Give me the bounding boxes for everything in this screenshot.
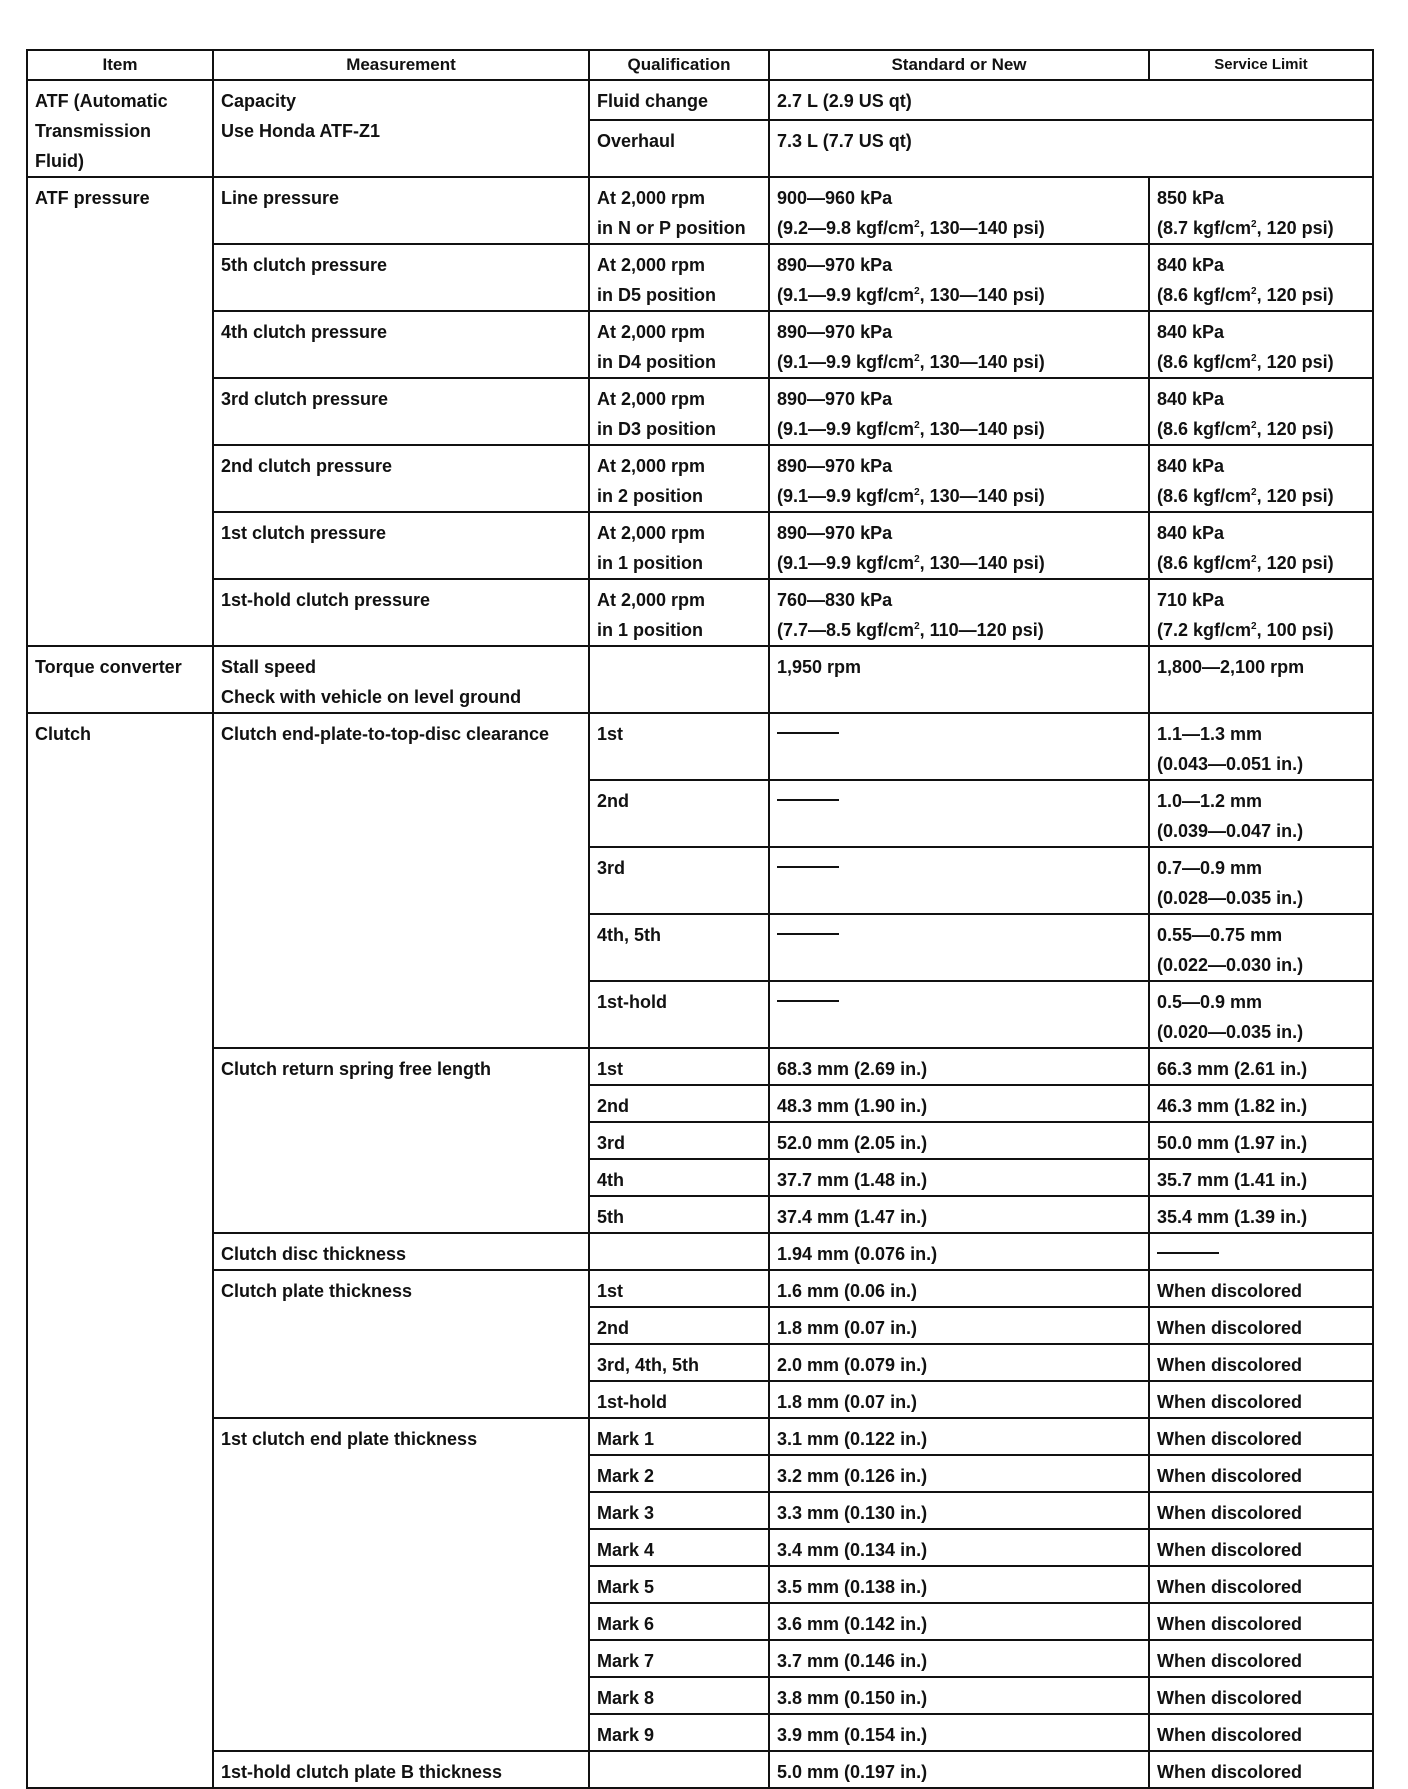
qualification-cell: Mark 6	[589, 1603, 769, 1640]
service-limit-cell: When discolored	[1149, 1418, 1373, 1455]
service-limit-cell: When discolored	[1149, 1566, 1373, 1603]
standard-line: 890—970 kPa	[777, 389, 893, 409]
qualification-line: in D5 position	[597, 285, 716, 305]
qualification-cell	[589, 646, 769, 713]
superscript-2: 2	[914, 286, 920, 297]
service-limit-cell: 35.7 mm (1.41 in.)	[1149, 1159, 1373, 1196]
standard-cell: 1.8 mm (0.07 in.)	[769, 1307, 1149, 1344]
qualification-cell: Mark 5	[589, 1566, 769, 1603]
measurement-cell	[213, 646, 589, 713]
header-row	[27, 50, 1373, 80]
service-limit-line: (8.6 kgf/cm	[1157, 285, 1252, 305]
service-limit-line: , 120 psi)	[1256, 553, 1334, 573]
standard-cell: 68.3 mm (2.69 in.)	[769, 1048, 1149, 1085]
standard-cell: 3.9 mm (0.154 in.)	[769, 1714, 1149, 1751]
service-limit-cell: 46.3 mm (1.82 in.)	[1149, 1085, 1373, 1122]
service-limit-cell: When discolored	[1149, 1270, 1373, 1307]
standard-cell: 1,950 rpm	[769, 646, 1149, 713]
qualification-cell	[589, 579, 769, 646]
standard-line: (9.1—9.9 kgf/cm	[777, 352, 915, 372]
measurement-cell: 1st-hold clutch pressure	[213, 579, 589, 646]
standard-cell: 52.0 mm (2.05 in.)	[769, 1122, 1149, 1159]
qualification-line: At 2,000 rpm	[597, 322, 706, 342]
measurement-cell: 1st clutch pressure	[213, 512, 589, 579]
service-limit-cell	[1149, 512, 1373, 579]
qualification-line: in 1 position	[597, 620, 703, 640]
dash-mark	[777, 799, 839, 801]
table-row	[27, 378, 1373, 445]
qualification-cell: 1st	[589, 713, 769, 780]
service-limit-cell: When discolored	[1149, 1677, 1373, 1714]
measurement-cell: Clutch end-plate-to-top-disc clearance	[213, 713, 589, 1048]
standard-line: , 130—140 psi)	[919, 352, 1045, 372]
qualification-cell	[589, 177, 769, 244]
standard-cell	[769, 378, 1149, 445]
qualification-cell	[589, 244, 769, 311]
standard-cell	[769, 713, 1149, 780]
standard-cell: 3.1 mm (0.122 in.)	[769, 1418, 1149, 1455]
table-row	[27, 80, 1373, 120]
standard-line: 890—970 kPa	[777, 523, 893, 543]
service-limit-line: (8.6 kgf/cm	[1157, 486, 1252, 506]
service-limit-line: 840 kPa	[1157, 523, 1225, 543]
service-limit-cell: When discolored	[1149, 1640, 1373, 1677]
superscript-2: 2	[914, 219, 920, 230]
service-limit-line: 840 kPa	[1157, 389, 1225, 409]
service-limit-line: (0.039—0.047 in.)	[1157, 821, 1304, 841]
table-row	[27, 445, 1373, 512]
qualification-line: At 2,000 rpm	[597, 389, 706, 409]
standard-line: , 110—120 psi)	[919, 620, 1044, 640]
superscript-2: 2	[1251, 554, 1257, 565]
qualification-line: At 2,000 rpm	[597, 523, 706, 543]
service-limit-cell	[1149, 847, 1373, 914]
qualification-line: At 2,000 rpm	[597, 188, 706, 208]
dash-mark	[777, 732, 839, 734]
qualification-cell: 4th, 5th	[589, 914, 769, 981]
service-limit-cell: When discolored	[1149, 1344, 1373, 1381]
standard-cell	[769, 311, 1149, 378]
service-limit-line: , 120 psi)	[1256, 486, 1334, 506]
standard-line: , 130—140 psi)	[919, 486, 1045, 506]
standard-line: 890—970 kPa	[777, 255, 893, 275]
superscript-2: 2	[1251, 621, 1257, 632]
clutch-section	[27, 713, 1373, 1788]
table-row	[27, 1418, 1373, 1455]
qualification-line: in D4 position	[597, 352, 716, 372]
service-limit-cell	[1149, 244, 1373, 311]
standard-line: , 130—140 psi)	[919, 285, 1045, 305]
qualification-cell: Mark 8	[589, 1677, 769, 1714]
standard-cell	[769, 244, 1149, 311]
service-limit-cell	[1149, 780, 1373, 847]
standard-cell: 3.4 mm (0.134 in.)	[769, 1529, 1149, 1566]
measurement-cell: 1st clutch end plate thickness	[213, 1418, 589, 1751]
service-limit-line: (8.7 kgf/cm	[1157, 218, 1252, 238]
service-limit-line: , 100 psi)	[1256, 620, 1334, 640]
header-standard: Standard or New	[769, 50, 1149, 80]
service-limit-line: (0.028—0.035 in.)	[1157, 888, 1304, 908]
measurement-cell: Clutch disc thickness	[213, 1233, 589, 1270]
standard-cell: 3.3 mm (0.130 in.)	[769, 1492, 1149, 1529]
item-cell: Clutch	[27, 713, 213, 1788]
service-limit-line: 0.7—0.9 mm	[1157, 858, 1263, 878]
service-limit-cell: When discolored	[1149, 1455, 1373, 1492]
superscript-2: 2	[914, 353, 920, 364]
standard-line: (9.1—9.9 kgf/cm	[777, 553, 915, 573]
qualification-line: in D3 position	[597, 419, 716, 439]
standard-line: (9.1—9.9 kgf/cm	[777, 486, 915, 506]
qualification-line: At 2,000 rpm	[597, 255, 706, 275]
measurement-cell: 5th clutch pressure	[213, 244, 589, 311]
standard-cell: 2.7 L (2.9 US qt)	[769, 80, 1373, 120]
standard-cell: 3.7 mm (0.146 in.)	[769, 1640, 1149, 1677]
measurement-cell: 1st-hold clutch plate B thickness	[213, 1751, 589, 1788]
standard-cell: 3.8 mm (0.150 in.)	[769, 1677, 1149, 1714]
table-row	[27, 1048, 1373, 1085]
measurement-cell: Clutch return spring free length	[213, 1048, 589, 1233]
item-cell: ATF pressure	[27, 177, 213, 646]
standard-cell	[769, 512, 1149, 579]
dash-mark	[777, 866, 839, 868]
service-limit-line: , 120 psi)	[1256, 218, 1334, 238]
qualification-cell	[589, 311, 769, 378]
qualification-cell: 1st-hold	[589, 981, 769, 1048]
table-row	[27, 177, 1373, 244]
standard-line: 900—960 kPa	[777, 188, 893, 208]
qualification-cell: 1st	[589, 1270, 769, 1307]
qualification-line: At 2,000 rpm	[597, 456, 706, 476]
qualification-line: in 2 position	[597, 486, 703, 506]
superscript-2: 2	[914, 487, 920, 498]
item-cell	[27, 80, 213, 177]
superscript-2: 2	[914, 420, 920, 431]
service-limit-cell: When discolored	[1149, 1714, 1373, 1751]
item-cell: Torque converter	[27, 646, 213, 713]
measurement-cell: 2nd clutch pressure	[213, 445, 589, 512]
specification-table	[26, 49, 1374, 1789]
qualification-cell: Mark 1	[589, 1418, 769, 1455]
header-qualification: Qualification	[589, 50, 769, 80]
qualification-cell	[589, 1233, 769, 1270]
service-limit-line: 840 kPa	[1157, 456, 1225, 476]
service-limit-cell: 1,800—2,100 rpm	[1149, 646, 1373, 713]
superscript-2: 2	[914, 554, 920, 565]
measurement-label: Stall speed Check with vehicle on level ground	[221, 657, 522, 707]
qualification-line: in N or P position	[597, 218, 746, 238]
service-limit-line: 1.1—1.3 mm	[1157, 724, 1263, 744]
header-item: Item	[27, 50, 213, 80]
qualification-cell: 2nd	[589, 780, 769, 847]
service-limit-cell	[1149, 445, 1373, 512]
service-limit-line: (8.6 kgf/cm	[1157, 553, 1252, 573]
standard-cell: 1.94 mm (0.076 in.)	[769, 1233, 1149, 1270]
standard-line: , 130—140 psi)	[919, 553, 1045, 573]
standard-cell	[769, 914, 1149, 981]
standard-cell	[769, 981, 1149, 1048]
service-limit-cell	[1149, 311, 1373, 378]
service-limit-cell: When discolored	[1149, 1603, 1373, 1640]
standard-cell: 37.7 mm (1.48 in.)	[769, 1159, 1149, 1196]
standard-line: (9.1—9.9 kgf/cm	[777, 285, 915, 305]
service-limit-line: (7.2 kgf/cm	[1157, 620, 1252, 640]
measurement-label: Capacity Use Honda ATF-Z1	[221, 91, 381, 141]
item-label: ATF (Automatic Transmission Fluid)	[35, 91, 168, 171]
service-limit-line: (8.6 kgf/cm	[1157, 419, 1252, 439]
qualification-cell: 5th	[589, 1196, 769, 1233]
standard-cell	[769, 445, 1149, 512]
table-row	[27, 1233, 1373, 1270]
table-row	[27, 512, 1373, 579]
service-limit-line: (8.6 kgf/cm	[1157, 352, 1252, 372]
service-limit-line: 1.0—1.2 mm	[1157, 791, 1263, 811]
table-row	[27, 579, 1373, 646]
table-row	[27, 1751, 1373, 1788]
service-limit-line: , 120 psi)	[1256, 352, 1334, 372]
service-limit-cell: When discolored	[1149, 1492, 1373, 1529]
service-limit-cell	[1149, 914, 1373, 981]
service-limit-line: 710 kPa	[1157, 590, 1225, 610]
measurement-cell: 4th clutch pressure	[213, 311, 589, 378]
dash-mark	[1157, 1252, 1219, 1254]
superscript-2: 2	[914, 621, 920, 632]
dash-mark	[777, 933, 839, 935]
standard-cell: 2.0 mm (0.079 in.)	[769, 1344, 1149, 1381]
qualification-cell: Mark 7	[589, 1640, 769, 1677]
dash-mark	[777, 1000, 839, 1002]
service-limit-cell: When discolored	[1149, 1751, 1373, 1788]
qualification-cell: Overhaul	[589, 120, 769, 177]
measurement-cell	[213, 80, 589, 177]
standard-cell: 37.4 mm (1.47 in.)	[769, 1196, 1149, 1233]
superscript-2: 2	[1251, 219, 1257, 230]
standard-cell: 3.2 mm (0.126 in.)	[769, 1455, 1149, 1492]
qualification-cell	[589, 378, 769, 445]
qualification-line: in 1 position	[597, 553, 703, 573]
qualification-cell: 3rd, 4th, 5th	[589, 1344, 769, 1381]
qualification-cell: 1st	[589, 1048, 769, 1085]
table-row	[27, 713, 1373, 780]
standard-cell	[769, 579, 1149, 646]
service-limit-cell: 50.0 mm (1.97 in.)	[1149, 1122, 1373, 1159]
standard-line: (9.1—9.9 kgf/cm	[777, 419, 915, 439]
superscript-2: 2	[1251, 353, 1257, 364]
service-limit-line: (0.022—0.030 in.)	[1157, 955, 1304, 975]
qualification-cell: 1st-hold	[589, 1381, 769, 1418]
standard-line: , 130—140 psi)	[919, 218, 1045, 238]
standard-line: (7.7—8.5 kgf/cm	[777, 620, 915, 640]
service-limit-cell: When discolored	[1149, 1529, 1373, 1566]
standard-cell: 3.6 mm (0.142 in.)	[769, 1603, 1149, 1640]
superscript-2: 2	[1251, 420, 1257, 431]
service-limit-line: 840 kPa	[1157, 255, 1225, 275]
standard-cell: 3.5 mm (0.138 in.)	[769, 1566, 1149, 1603]
service-limit-cell	[1149, 713, 1373, 780]
standard-line: 760—830 kPa	[777, 590, 893, 610]
header-measurement: Measurement	[213, 50, 589, 80]
standard-line: (9.2—9.8 kgf/cm	[777, 218, 915, 238]
standard-cell: 7.3 L (7.7 US qt)	[769, 120, 1373, 177]
table-row	[27, 646, 1373, 713]
qualification-cell	[589, 1751, 769, 1788]
service-limit-line: (0.020—0.035 in.)	[1157, 1022, 1304, 1042]
service-limit-line: 850 kPa	[1157, 188, 1225, 208]
superscript-2: 2	[1251, 487, 1257, 498]
header-service-limit: Service Limit	[1149, 50, 1373, 80]
standard-cell: 5.0 mm (0.197 in.)	[769, 1751, 1149, 1788]
qualification-cell: Mark 9	[589, 1714, 769, 1751]
qualification-cell	[589, 445, 769, 512]
standard-cell: 1.8 mm (0.07 in.)	[769, 1381, 1149, 1418]
table-row	[27, 244, 1373, 311]
table-row	[27, 311, 1373, 378]
standard-line: 890—970 kPa	[777, 456, 893, 476]
service-limit-line: , 120 psi)	[1256, 419, 1334, 439]
service-limit-cell	[1149, 981, 1373, 1048]
qualification-cell: Mark 4	[589, 1529, 769, 1566]
standard-line: , 130—140 psi)	[919, 419, 1045, 439]
qualification-cell	[589, 512, 769, 579]
table-row	[27, 1270, 1373, 1307]
qualification-cell: 2nd	[589, 1085, 769, 1122]
standard-line: 890—970 kPa	[777, 322, 893, 342]
service-limit-cell: When discolored	[1149, 1307, 1373, 1344]
service-limit-line: 840 kPa	[1157, 322, 1225, 342]
service-limit-line: 0.5—0.9 mm	[1157, 992, 1263, 1012]
qualification-cell: Mark 3	[589, 1492, 769, 1529]
standard-cell	[769, 780, 1149, 847]
service-limit-line: 0.55—0.75 mm	[1157, 925, 1283, 945]
standard-cell: 48.3 mm (1.90 in.)	[769, 1085, 1149, 1122]
qualification-cell: 2nd	[589, 1307, 769, 1344]
service-limit-line: , 120 psi)	[1256, 285, 1334, 305]
measurement-cell: Clutch plate thickness	[213, 1270, 589, 1418]
service-limit-cell	[1149, 579, 1373, 646]
qualification-cell: 3rd	[589, 1122, 769, 1159]
service-limit-cell: 35.4 mm (1.39 in.)	[1149, 1196, 1373, 1233]
service-limit-cell	[1149, 177, 1373, 244]
standard-cell	[769, 847, 1149, 914]
standard-cell: 1.6 mm (0.06 in.)	[769, 1270, 1149, 1307]
qualification-cell: 4th	[589, 1159, 769, 1196]
qualification-line: At 2,000 rpm	[597, 590, 706, 610]
qualification-cell: Fluid change	[589, 80, 769, 120]
superscript-2: 2	[1251, 286, 1257, 297]
qualification-cell: 3rd	[589, 847, 769, 914]
service-limit-cell: When discolored	[1149, 1381, 1373, 1418]
service-limit-cell	[1149, 378, 1373, 445]
standard-cell	[769, 177, 1149, 244]
service-limit-cell: 66.3 mm (2.61 in.)	[1149, 1048, 1373, 1085]
qualification-cell: Mark 2	[589, 1455, 769, 1492]
measurement-cell: 3rd clutch pressure	[213, 378, 589, 445]
service-limit-line: (0.043—0.051 in.)	[1157, 754, 1304, 774]
measurement-cell: Line pressure	[213, 177, 589, 244]
atf-pressure-section	[27, 177, 1373, 646]
service-limit-cell	[1149, 1233, 1373, 1270]
